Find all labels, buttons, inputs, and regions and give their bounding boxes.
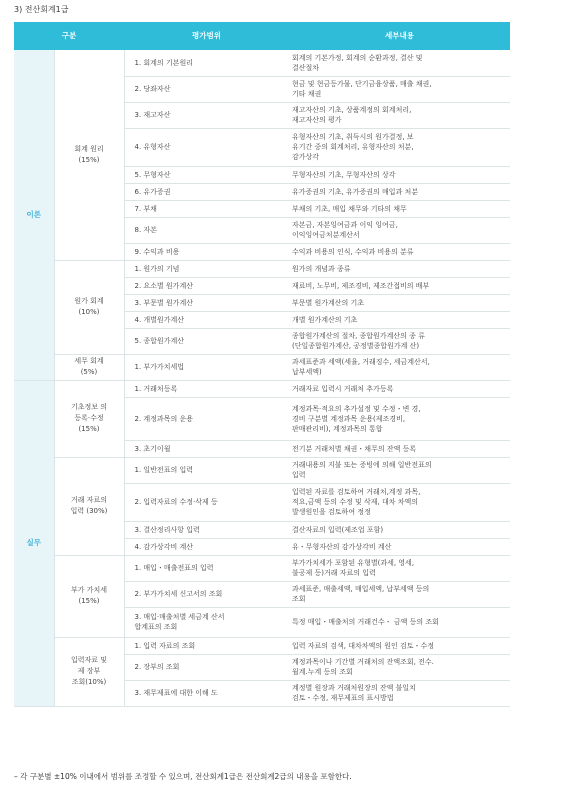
detail-content: 입력 자료의 검색, 대차차액의 원인 검토・수정 bbox=[289, 637, 510, 654]
scope-item: 1. 일반전표의 입력 bbox=[124, 457, 289, 483]
scope-item: 6. 유가증권 bbox=[124, 183, 289, 200]
scope-item: 5. 무형자산 bbox=[124, 166, 289, 183]
table-row bbox=[14, 260, 510, 277]
detail-content: 특정 매입・매출처의 거래건수・ 금액 등의 조회 bbox=[289, 607, 510, 637]
subcategory-cell: 부가 가치세 (15%) bbox=[54, 555, 124, 637]
detail-content: 재고자산의 기초, 상품계정의 회계처리, 재고자산의 평가 bbox=[289, 102, 510, 128]
scope-item: 1. 부가가치세법 bbox=[124, 354, 289, 380]
scope-item: 4. 감가상각비 계산 bbox=[124, 538, 289, 555]
header-category: 구분 bbox=[14, 22, 124, 50]
detail-content: 거래내용의 지불 또는 증빙에 의해 일반전표의 입력 bbox=[289, 457, 510, 483]
detail-content: 자본금, 자본잉여금과 이익 잉여금, 이익잉여금처분계산서 bbox=[289, 217, 510, 243]
scope-item: 2. 장부의 조회 bbox=[124, 654, 289, 680]
scope-item: 4. 개별원가계산 bbox=[124, 311, 289, 328]
subcategory-cell: 기초정보 의 등록·수정 (15%) bbox=[54, 380, 124, 457]
detail-content: 수익과 비용의 인식, 수익과 비용의 분류 bbox=[289, 243, 510, 260]
subcategory-cell: 입력자료 및 제 장부 조회(10%) bbox=[54, 637, 124, 706]
scope-item: 2. 입력자료의 수정·삭제 등 bbox=[124, 483, 289, 521]
table-row bbox=[14, 555, 510, 581]
table-row bbox=[14, 457, 510, 483]
header-scope: 평가범위 bbox=[124, 22, 289, 50]
scope-item: 2. 요소별 원가계산 bbox=[124, 277, 289, 294]
category-cell: 이론 bbox=[14, 50, 54, 380]
subcategory-cell: 회계 원리 (15%) bbox=[54, 50, 124, 260]
category-cell: 실무 bbox=[14, 380, 54, 706]
detail-content: 재료비, 노무비, 제조경비, 제조간접비의 배부 bbox=[289, 277, 510, 294]
detail-content: 종합원가계산의 절차, 종합원가계산의 종 류 (단일종합원가계산, 공정별종합원가계 산) bbox=[289, 328, 510, 354]
exam-scope-table bbox=[14, 22, 510, 707]
scope-item: 1. 거래처등록 bbox=[124, 380, 289, 397]
table-row bbox=[14, 354, 510, 380]
detail-content: 결산자료의 입력(제조업 포함) bbox=[289, 521, 510, 538]
scope-item: 9. 수익과 비용 bbox=[124, 243, 289, 260]
scope-item: 1. 원가의 기념 bbox=[124, 260, 289, 277]
scope-item: 1. 회계의 기본원리 bbox=[124, 50, 289, 76]
detail-content: 과세표준과 세액(세율, 거래징수, 세금계산서, 납부세액) bbox=[289, 354, 510, 380]
detail-content: 회계의 기본가정, 회계의 순환과정, 결산 및 결산절차 bbox=[289, 50, 510, 76]
scope-item: 3. 부문별 원가계산 bbox=[124, 294, 289, 311]
scope-item: 2. 부가가치세 신고서의 조회 bbox=[124, 581, 289, 607]
scope-item: 3. 결산정리사항 입력 bbox=[124, 521, 289, 538]
detail-content: 개별 원가계산의 기초 bbox=[289, 311, 510, 328]
detail-content: 입력된 자료를 검토하여 거래처,계정 과목, 적요,금액 등의 수정 및 삭제, 대차 차액의 발생원인을 검토하여 정정 bbox=[289, 483, 510, 521]
detail-content: 부채의 기초, 매입 채무와 기타의 채무 bbox=[289, 200, 510, 217]
scope-item: 4. 유형자산 bbox=[124, 128, 289, 166]
scope-item: 2. 당좌자산 bbox=[124, 76, 289, 102]
detail-content: 무형자산의 기초, 무형자산의 상각 bbox=[289, 166, 510, 183]
scope-item: 2. 계정과목의 운용 bbox=[124, 397, 289, 440]
detail-content: 유형자산의 기초, 취득시의 원가결정, 보 유기간 중의 회계처리, 유형자산의 처분, 감가상각 bbox=[289, 128, 510, 166]
subcategory-cell: 원가 회계 (10%) bbox=[54, 260, 124, 354]
scope-item: 3. 재무제표에 대한 이해 도 bbox=[124, 680, 289, 706]
detail-content: 유・무형자산의 감가상각비 계산 bbox=[289, 538, 510, 555]
scope-item: 3. 재고자산 bbox=[124, 102, 289, 128]
table-row bbox=[14, 380, 510, 397]
detail-content: 계정과목이나 기간별 거래처의 잔액조회, 전수. 월계.누계 등의 조회 bbox=[289, 654, 510, 680]
scope-item: 3. 매입·매출처별 세금계 산서 합계표의 조회 bbox=[124, 607, 289, 637]
footnote: – 각 구분별 ±10% 이내에서 범위를 조정할 수 있으며, 전산회계1급은 전산회계2급의 내용을 포함한다. bbox=[14, 772, 352, 781]
detail-content: 과세표준, 매출세액, 매입세액, 납부세액 등의 조회 bbox=[289, 581, 510, 607]
detail-content: 부문별 원가계산의 기초 bbox=[289, 294, 510, 311]
detail-content: 전기분 거래처별 채권・채무의 잔액 등록 bbox=[289, 440, 510, 457]
table-header-row bbox=[14, 22, 510, 50]
table-row bbox=[14, 50, 510, 76]
subcategory-cell: 거래 자료의 입력 (30%) bbox=[54, 457, 124, 555]
scope-item: 3. 초기이월 bbox=[124, 440, 289, 457]
detail-content: 계정과목·적요의 추가설정 및 수정・변 경, 경비 구분별 계정과목 운용(제조경비, 판매관리비), 계정과목의 통합 bbox=[289, 397, 510, 440]
detail-content: 현금 및 현금등가물, 단기금융상품, 매출 채권, 기타 채권 bbox=[289, 76, 510, 102]
table-row bbox=[14, 637, 510, 654]
subcategory-cell: 세무 회계 (5%) bbox=[54, 354, 124, 380]
scope-item: 8. 자본 bbox=[124, 217, 289, 243]
section-title: 3) 전산회계1급 bbox=[14, 5, 69, 14]
detail-content: 부가가치세가 포함된 유형별(과세, 영세, 불공제 등)거래 자료의 입력 bbox=[289, 555, 510, 581]
scope-item: 5. 종합원가계산 bbox=[124, 328, 289, 354]
header-detail: 세부내용 bbox=[289, 22, 510, 50]
scope-item: 1. 입력 자료의 조회 bbox=[124, 637, 289, 654]
detail-content: 거래자료 입력시 거래처 추가등록 bbox=[289, 380, 510, 397]
detail-content: 계정별 원장과 거래처원장의 잔액 불일치 검토・수정, 재무제표의 표시방법 bbox=[289, 680, 510, 706]
detail-content: 원가의 개념과 종류 bbox=[289, 260, 510, 277]
scope-item: 1. 매입・매출전표의 입력 bbox=[124, 555, 289, 581]
detail-content: 유가증권의 기초, 유가증권의 매입과 처분 bbox=[289, 183, 510, 200]
scope-item: 7. 부채 bbox=[124, 200, 289, 217]
